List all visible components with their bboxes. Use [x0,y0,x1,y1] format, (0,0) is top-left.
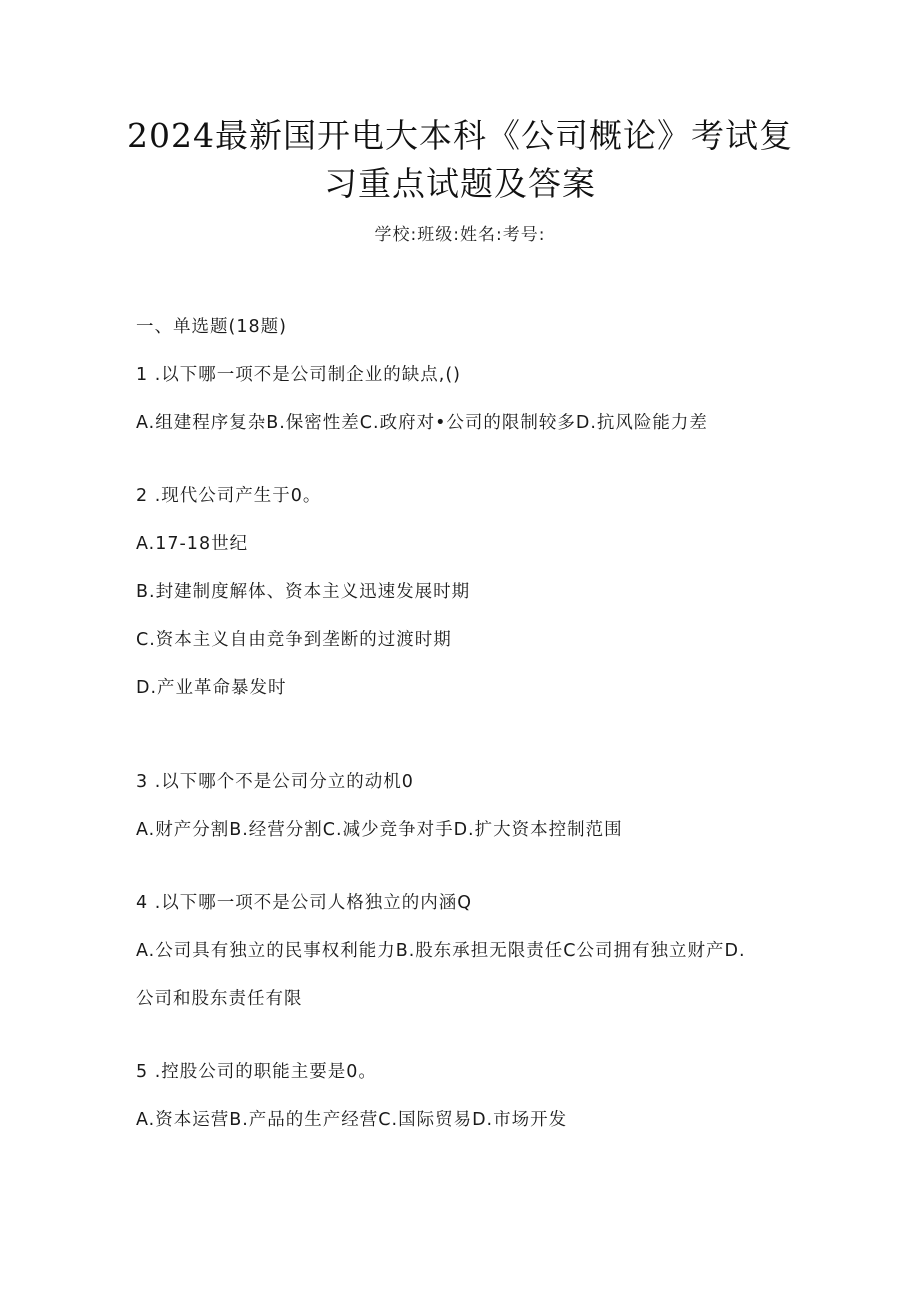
question-1-stem: 1 .以下哪一项不是公司制企业的缺点,() [136,365,461,385]
question-2-stem: 2 .现代公司产生于0。 [136,486,322,506]
question-2-option-b: B.封建制度解体、资本主义迅速发展时期 [136,582,471,602]
question-4-options: A.公司具有独立的民事权利能力B.股东承担无限责任C公司拥有独立财产D. [136,941,746,961]
student-info-line: 学校:班级:姓名:考号: [374,225,546,245]
question-1-options: A.组建程序复杂B.保密性差C.政府对•公司的限制较多D.抗风险能力差 [136,413,708,433]
question-3-options: A.财产分割B.经营分割C.减少竞争对手D.扩大资本控制范围 [136,820,623,840]
document-title-line-2: 习重点试题及答案 [324,164,596,203]
question-2-option-d: D.产业革命暴发时 [136,678,287,698]
question-5-stem: 5 .控股公司的职能主要是0。 [136,1062,377,1082]
question-4-stem: 4 .以下哪一项不是公司人格独立的内涵Q [136,893,473,913]
question-3-stem: 3 .以下哪个不是公司分立的动机0 [136,772,414,792]
question-2-option-a: A.17-18世纪 [136,534,249,554]
document-title-line-1: 2024最新国开电大本科《公司概论》考试复 [127,116,793,155]
section-heading: 一、单选题(18题) [136,317,287,337]
question-5-options: A.资本运营B.产品的生产经营C.国际贸易D.市场开发 [136,1110,568,1130]
question-2-option-c: C.资本主义自由竞争到垄断的过渡时期 [136,630,452,650]
question-4-options-continued: 公司和股东责任有限 [136,989,303,1009]
